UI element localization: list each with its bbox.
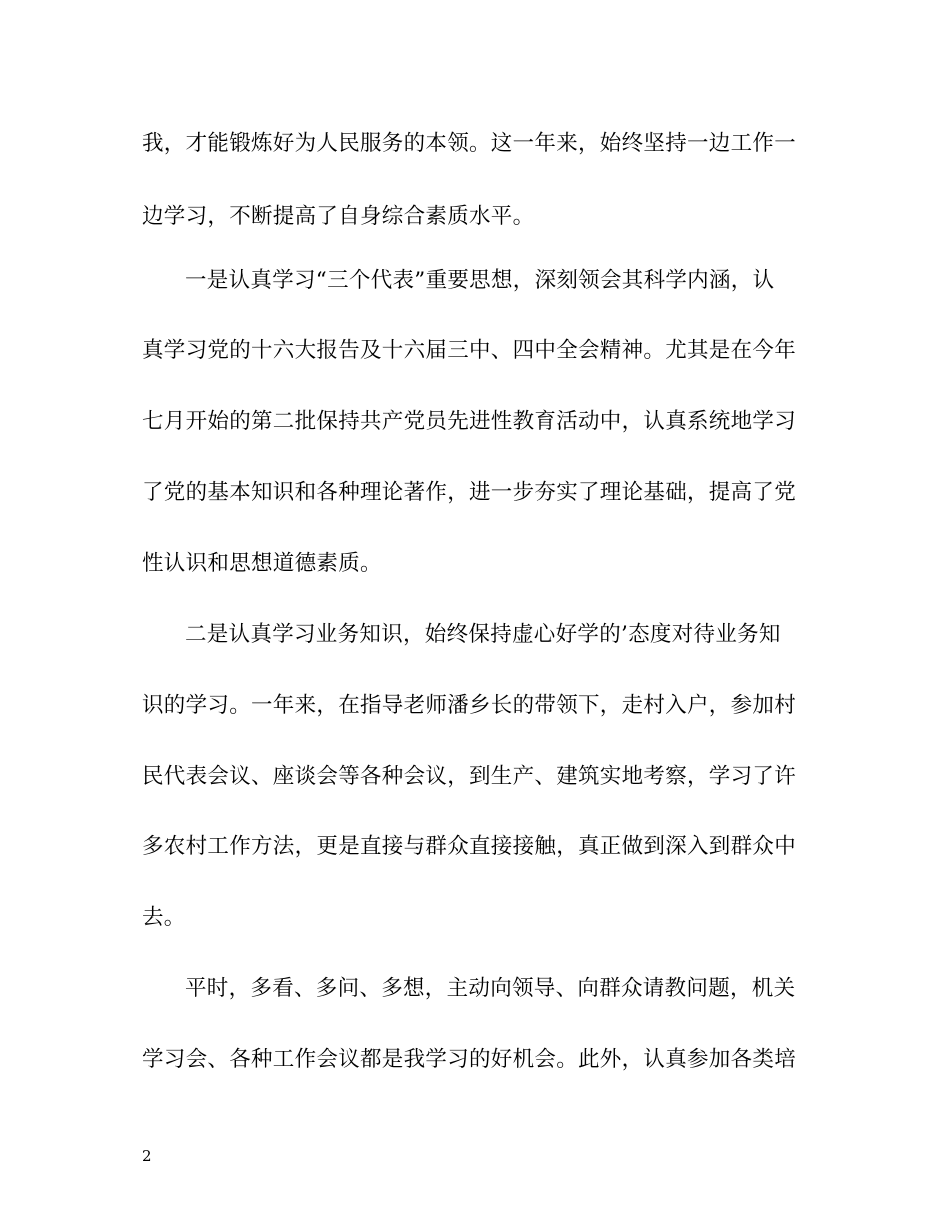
page-number: 2 [142, 1147, 152, 1165]
text-line: 性认识和思想道德素质。 [142, 551, 382, 576]
paragraph-start-line: 一是认真学习“三个代表”重要思想，深刻领会其科学内涵，认 [185, 268, 775, 293]
text-line: 我，才能锻炼好为人民服务的本领。这一年来，始终坚持一边工作一 [142, 131, 797, 156]
paragraph-start-line: 二是认真学习业务知识，始终保持虚心好学的’态度对待业务知 [185, 622, 781, 647]
text-line: 边学习，不断提高了自身综合素质水平。 [142, 204, 535, 229]
text-line: 识的学习。一年来，在指导老师潘乡长的带领下，走村入户，参加村 [142, 693, 797, 718]
text-line: 七月开始的第二批保持共产党员先进性教育活动中，认真系统地学习 [142, 409, 797, 434]
text-line: 学习会、各种工作会议都是我学习的好机会。此外，认真参加各类培 [142, 1047, 797, 1072]
text-line: 去。 [142, 905, 186, 930]
text-line: 民代表会议、座谈会等各种会议，到生产、建筑实地考察，学习了许 [142, 764, 797, 789]
text-line: 真学习党的十六大报告及十六届三中、四中全会精神。尤其是在今年 [142, 338, 797, 363]
paragraph-start-line: 平时，多看、多问、多想，主动向领导、向群众请教问题，机关 [185, 976, 796, 1001]
text-line: 多农村工作方法，更是直接与群众直接接触，真正做到深入到群众中 [142, 834, 797, 859]
text-line: 了党的基本知识和各种理论著作，进一步夯实了理论基础，提高了党 [142, 480, 797, 505]
